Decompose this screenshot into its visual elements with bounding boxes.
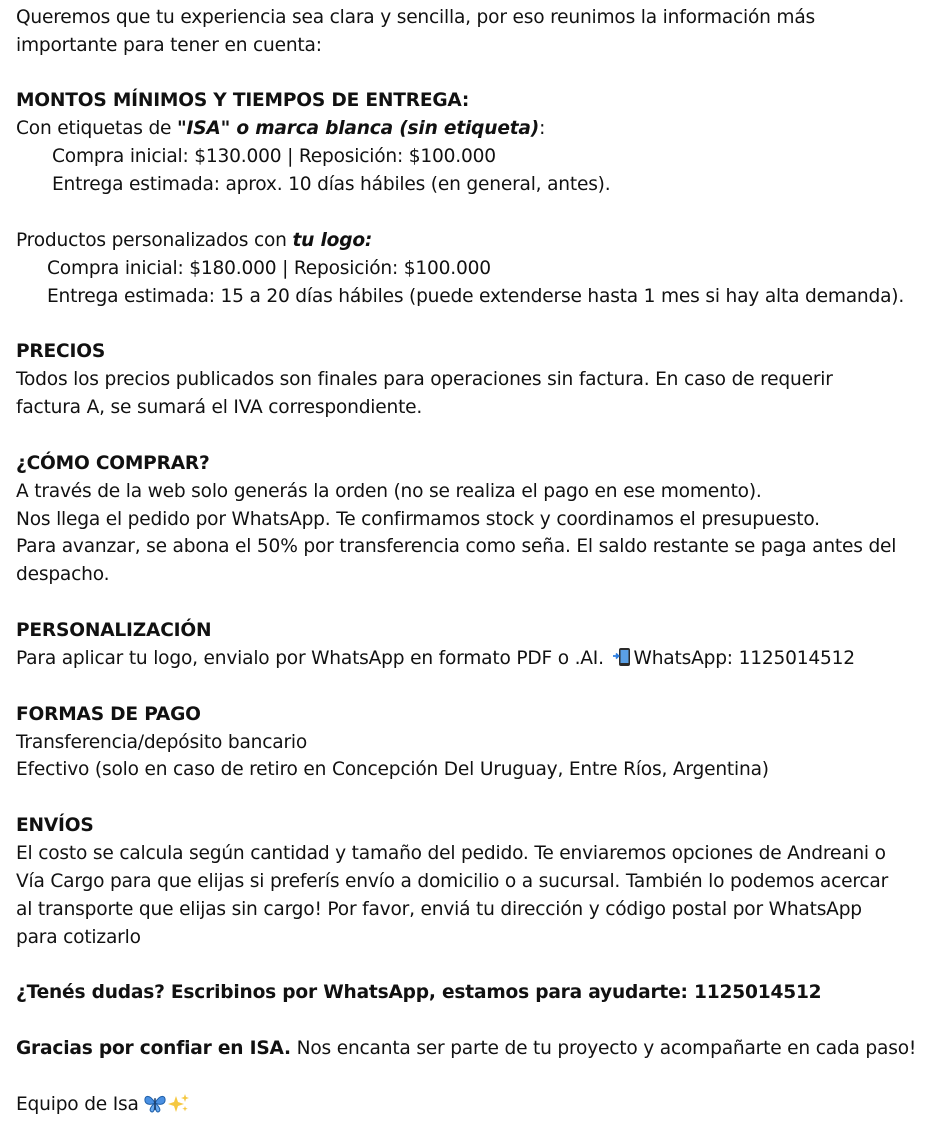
envios-line-2: Vía Cargo para que elijas si preferís envío a domicilio o a sucursal. También lo podemos acercar: [16, 871, 889, 892]
comprar-heading: ¿CÓMO COMPRAR?: [16, 453, 210, 474]
precios-heading: PRECIOS: [16, 341, 106, 362]
gracias-rest: Nos encanta ser parte de tu proyecto y acompañarte en cada paso!: [290, 1038, 917, 1059]
comprar-line-1: A través de la web solo generás la orden (no se realiza el pago en ese momento).: [16, 481, 762, 502]
montos-heading: MONTOS MÍNIMOS Y TIEMPOS DE ENTREGA:: [16, 90, 470, 111]
personalizacion-line: [16, 645, 855, 673]
logo-emphasis: tu logo:: [292, 230, 373, 251]
gracias-line: [16, 1035, 916, 1063]
pago-heading: FORMAS DE PAGO: [16, 704, 201, 725]
precios-line-1: Todos los precios publicados son finales para operaciones sin factura. En caso de requerir: [16, 369, 833, 390]
sparkles-icon: [168, 1094, 189, 1112]
butterfly-sparkles-icons: [144, 1092, 190, 1114]
intro-line-1: Queremos que tu experiencia sea clara y sencilla, por eso reunimos la información más: [16, 7, 816, 28]
isa-suffix: :: [539, 118, 546, 139]
firma-line: [16, 1091, 190, 1119]
comprar-line-3: Para avanzar, se abona el 50% por transferencia como seña. El saldo restante se paga antes del: [16, 536, 897, 557]
precios-line-2: factura A, se sumará el IVA correspondiente.: [16, 397, 423, 418]
butterfly-icon: [145, 1096, 165, 1112]
envios-line-4: para cotizarlo: [16, 927, 141, 948]
dudas-line: ¿Tenés dudas? Escribinos por WhatsApp, estamos para ayudarte: 1125014512: [16, 982, 822, 1003]
personalizacion-heading: PERSONALIZACIÓN: [16, 620, 212, 641]
envios-heading: ENVÍOS: [16, 815, 94, 836]
envios-line-1: El costo se calcula según cantidad y tamaño del pedido. Te enviaremos opciones de Andreani o: [16, 843, 886, 864]
mobile-phone-arrow-icon: [612, 647, 632, 667]
firma-text: Equipo de Isa: [16, 1094, 145, 1115]
intro-line-2: importante para tener en cuenta:: [16, 35, 322, 56]
comprar-line-4: despacho.: [16, 564, 110, 585]
pago-line-1: Transferencia/depósito bancario: [16, 732, 308, 753]
isa-label-line: [16, 115, 545, 143]
isa-emphasis: "ISA" o marca blanca (sin etiqueta): [177, 118, 540, 139]
logo-entrega: Entrega estimada: 15 a 20 días hábiles (puede extenderse hasta 1 mes si hay alta demanda).: [47, 286, 905, 307]
isa-compra: Compra inicial: $130.000 | Reposición: $100.000: [52, 146, 496, 167]
pago-line-2: Efectivo (solo en caso de retiro en Concepción Del Uruguay, Entre Ríos, Argentina): [16, 759, 769, 780]
personalizacion-text: Para aplicar tu logo, envialo por WhatsApp en formato PDF o .AI.: [16, 648, 604, 669]
isa-entrega: Entrega estimada: aprox. 10 días hábiles (en general, antes).: [52, 174, 611, 195]
isa-prefix: Con etiquetas de: [16, 118, 178, 139]
personalizacion-whatsapp: WhatsApp: 1125014512: [633, 648, 855, 669]
logo-label-line: [16, 227, 372, 255]
envios-line-3: al transporte que elijas sin cargo! Por favor, enviá tu dirección y código postal por WhatsApp: [16, 899, 862, 920]
comprar-line-2: Nos llega el pedido por WhatsApp. Te confirmamos stock y coordinamos el presupuesto.: [16, 509, 820, 530]
logo-compra: Compra inicial: $180.000 | Reposición: $100.000: [47, 258, 491, 279]
gracias-bold: Gracias por confiar en ISA.: [16, 1038, 291, 1059]
logo-prefix: Productos personalizados con: [16, 230, 293, 251]
